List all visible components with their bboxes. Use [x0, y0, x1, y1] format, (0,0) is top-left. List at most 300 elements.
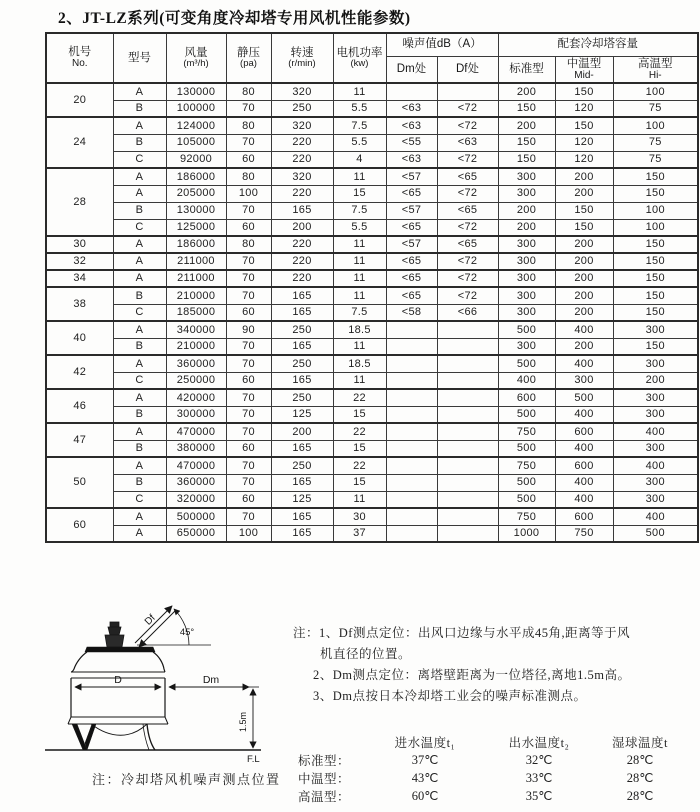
spec-cell	[437, 525, 498, 542]
header-model: 型号	[113, 33, 166, 83]
tower-leg-left	[72, 724, 87, 750]
spec-cell: 165	[271, 474, 333, 491]
spec-cell: 300	[498, 168, 555, 185]
spec-cell: A	[113, 236, 166, 253]
spec-cell: 600	[555, 423, 613, 440]
spec-cell	[386, 355, 437, 372]
spec-table-body	[46, 83, 698, 542]
spec-cell	[386, 457, 437, 474]
spec-cell: 30	[333, 508, 386, 525]
spec-cell: 18.5	[333, 355, 386, 372]
spec-cell: 250	[271, 355, 333, 372]
temp-row-label: 高温型：	[298, 790, 351, 804]
table-row	[46, 270, 698, 287]
spec-cell: C	[113, 219, 166, 236]
tower-skirt-right	[147, 724, 155, 750]
table-row	[46, 168, 698, 185]
spec-cell: 100	[226, 525, 271, 542]
spec-cell: 500	[498, 355, 555, 372]
spec-cell: 7.5	[333, 304, 386, 321]
spec-cell: 70	[226, 457, 271, 474]
spec-cell: A	[113, 508, 166, 525]
spec-cell: 15	[333, 474, 386, 491]
spec-cell: 150	[613, 270, 698, 287]
spec-cell: 165	[271, 440, 333, 457]
spec-cell: 380000	[166, 440, 226, 457]
spec-cell: 150	[555, 117, 613, 134]
spec-cell: 320	[271, 117, 333, 134]
spec-cell: 165	[271, 287, 333, 304]
spec-cell: 400	[555, 321, 613, 338]
spec-cell: <63	[386, 100, 437, 117]
table-row	[46, 338, 698, 355]
header-cap-hi: 高温型 Hi-	[613, 56, 698, 83]
spec-cell: 250	[271, 100, 333, 117]
spec-cell: 300	[555, 372, 613, 389]
spec-cell: 100	[613, 202, 698, 219]
header-speed: 转速 (r/min)	[271, 33, 333, 83]
spec-cell: A	[113, 355, 166, 372]
spec-cell: 150	[613, 287, 698, 304]
spec-cell: 186000	[166, 236, 226, 253]
spec-cell: A	[113, 270, 166, 287]
spec-cell: B	[113, 474, 166, 491]
spec-cell: 300	[498, 304, 555, 321]
spec-cell: B	[113, 440, 166, 457]
spec-cell: 150	[555, 202, 613, 219]
spec-cell: 360000	[166, 474, 226, 491]
table-row	[46, 219, 698, 236]
spec-cell: C	[113, 304, 166, 321]
spec-cell: 400	[555, 355, 613, 372]
spec-cell: B	[113, 287, 166, 304]
header-air-flow: 风量 (m³/h)	[166, 33, 226, 83]
spec-cell: 165	[271, 338, 333, 355]
table-row	[46, 185, 698, 202]
machine-no-cell: 40	[46, 321, 113, 355]
spec-cell	[437, 338, 498, 355]
spec-cell: 750	[555, 525, 613, 542]
spec-cell: 70	[226, 355, 271, 372]
spec-cell: 470000	[166, 457, 226, 474]
spec-cell: B	[113, 134, 166, 151]
spec-cell: 300	[613, 406, 698, 423]
spec-cell: 11	[333, 372, 386, 389]
spec-cell: 37	[333, 525, 386, 542]
spec-cell: 400	[555, 474, 613, 491]
spec-cell: 250	[271, 457, 333, 474]
spec-cell	[437, 457, 498, 474]
spec-cell: 80	[226, 83, 271, 100]
spec-cell: 60	[226, 304, 271, 321]
spec-cell: 750	[498, 508, 555, 525]
spec-cell: 11	[333, 338, 386, 355]
machine-no-cell: 46	[46, 389, 113, 423]
tower-bowl-right	[153, 652, 165, 672]
spec-cell: A	[113, 253, 166, 270]
spec-cell: 150	[555, 83, 613, 100]
spec-cell: 320	[271, 168, 333, 185]
spec-cell: 70	[226, 423, 271, 440]
spec-cell	[386, 423, 437, 440]
header-noise-dm: Dm处	[386, 56, 437, 83]
spec-cell: 150	[613, 304, 698, 321]
spec-cell: 500000	[166, 508, 226, 525]
spec-cell	[386, 440, 437, 457]
spec-cell: A	[113, 168, 166, 185]
spec-cell	[437, 355, 498, 372]
spec-cell: 650000	[166, 525, 226, 542]
spec-cell: 11	[333, 491, 386, 508]
spec-cell: 600	[555, 508, 613, 525]
spec-cell: 11	[333, 168, 386, 185]
spec-cell: 70	[226, 202, 271, 219]
spec-cell: 205000	[166, 185, 226, 202]
spec-cell: 200	[555, 253, 613, 270]
table-row	[46, 202, 698, 219]
basin-curve	[91, 724, 147, 735]
spec-cell: <57	[386, 168, 437, 185]
spec-cell: 150	[613, 338, 698, 355]
spec-cell: 70	[226, 253, 271, 270]
spec-cell: 100	[613, 219, 698, 236]
machine-no-cell: 32	[46, 253, 113, 270]
spec-cell: A	[113, 423, 166, 440]
spec-cell: 125	[271, 491, 333, 508]
spec-cell: 500	[498, 406, 555, 423]
spec-cell: <55	[386, 134, 437, 151]
temperature-table	[296, 733, 688, 805]
spec-cell: 165	[271, 372, 333, 389]
spec-cell: A	[113, 389, 166, 406]
spec-cell: 124000	[166, 117, 226, 134]
motor-cap-shape	[110, 622, 119, 627]
spec-cell: 200	[271, 423, 333, 440]
spec-cell	[437, 83, 498, 100]
spec-cell: 150	[498, 151, 555, 168]
spec-cell: 60	[226, 219, 271, 236]
spec-cell: 400	[498, 372, 555, 389]
spec-cell: <57	[386, 236, 437, 253]
spec-cell: 300	[613, 355, 698, 372]
spec-cell: 75	[613, 151, 698, 168]
spec-cell: 90	[226, 321, 271, 338]
spec-cell: 70	[226, 389, 271, 406]
table-row	[46, 117, 698, 134]
spec-cell: 100000	[166, 100, 226, 117]
temp-row-standard: 标准型： 37℃ 32℃ 28℃	[298, 753, 654, 768]
spec-cell	[386, 525, 437, 542]
table-row	[46, 423, 698, 440]
spec-cell: 250	[271, 389, 333, 406]
note-line-3: 3、Dm点按日本冷却塔工业会的噪声标准测点。	[313, 689, 587, 703]
table-row	[46, 457, 698, 474]
spec-cell	[437, 508, 498, 525]
spec-cell	[437, 474, 498, 491]
spec-cell: <63	[437, 134, 498, 151]
table-row	[46, 151, 698, 168]
spec-cell: <65	[386, 185, 437, 202]
spec-cell: 80	[226, 168, 271, 185]
table-row	[46, 321, 698, 338]
page-title: 2、JT-LZ系列(可变角度冷却塔专用风机性能参数)	[58, 10, 411, 27]
spec-cell: A	[113, 457, 166, 474]
spec-cell: 200	[555, 304, 613, 321]
spec-cell: 340000	[166, 321, 226, 338]
temp-row-label: 中温型：	[298, 772, 351, 786]
spec-cell: 11	[333, 253, 386, 270]
header-noise-df: Df处	[437, 56, 498, 83]
spec-cell: <72	[437, 287, 498, 304]
spec-cell: 200	[555, 338, 613, 355]
temp-header-wetbulb: 湿球温度t	[612, 736, 668, 750]
spec-cell: 200	[271, 219, 333, 236]
machine-no-cell: 30	[46, 236, 113, 253]
spec-cell: 200	[498, 219, 555, 236]
spec-cell: 15	[333, 185, 386, 202]
spec-cell: 500	[498, 321, 555, 338]
spec-cell: 80	[226, 117, 271, 134]
fan-deck-band	[85, 647, 155, 652]
table-row	[46, 236, 698, 253]
spec-cell: 70	[226, 338, 271, 355]
spec-cell: 22	[333, 457, 386, 474]
spec-cell: 165	[271, 304, 333, 321]
spec-cell: B	[113, 406, 166, 423]
table-row	[46, 474, 698, 491]
spec-cell: 750	[498, 457, 555, 474]
spec-cell: 70	[226, 287, 271, 304]
spec-cell: A	[113, 185, 166, 202]
spec-cell: 130000	[166, 83, 226, 100]
spec-cell	[386, 406, 437, 423]
spec-cell: 75	[613, 100, 698, 117]
machine-no-cell: 42	[46, 355, 113, 389]
table-row	[46, 100, 698, 117]
spec-cell: 70	[226, 406, 271, 423]
spec-cell	[386, 83, 437, 100]
spec-cell: <58	[386, 304, 437, 321]
spec-cell: 400	[613, 457, 698, 474]
spec-cell: 500	[613, 525, 698, 542]
machine-no-cell: 20	[46, 83, 113, 117]
spec-cell: 211000	[166, 253, 226, 270]
label-floor-level: F.L	[247, 754, 260, 765]
spec-cell: 18.5	[333, 321, 386, 338]
spec-cell	[437, 491, 498, 508]
spec-cell: 200	[613, 372, 698, 389]
spec-cell: 420000	[166, 389, 226, 406]
spec-cell: 400	[555, 491, 613, 508]
spec-cell: <57	[386, 202, 437, 219]
spec-cell: 470000	[166, 423, 226, 440]
header-static-pressure: 静压 (pa)	[226, 33, 271, 83]
table-row	[46, 491, 698, 508]
table-row	[46, 406, 698, 423]
spec-cell: 150	[555, 219, 613, 236]
spec-cell: 250	[271, 321, 333, 338]
spec-cell: 11	[333, 270, 386, 287]
spec-cell: 60	[226, 372, 271, 389]
temp-header-row	[296, 733, 688, 751]
spec-cell: 250000	[166, 372, 226, 389]
spec-cell: 220	[271, 185, 333, 202]
spec-cell: B	[113, 202, 166, 219]
spec-cell: <72	[437, 253, 498, 270]
spec-cell	[437, 423, 498, 440]
spec-cell: <65	[386, 287, 437, 304]
spec-cell: <72	[437, 100, 498, 117]
spec-cell: 300	[498, 185, 555, 202]
spec-cell	[437, 321, 498, 338]
spec-cell: 300	[498, 338, 555, 355]
spec-cell: 750	[498, 423, 555, 440]
machine-no-cell: 34	[46, 270, 113, 287]
spec-cell: 60	[226, 151, 271, 168]
spec-cell: 7.5	[333, 117, 386, 134]
temp-row-label: 标准型：	[298, 754, 351, 768]
machine-no-cell: 50	[46, 457, 113, 508]
spec-cell: 80	[226, 236, 271, 253]
spec-cell: 400	[613, 508, 698, 525]
spec-cell: 220	[271, 236, 333, 253]
spec-cell: 220	[271, 253, 333, 270]
spec-cell: 300000	[166, 406, 226, 423]
temp-header-outlet: 出水温度t₂	[508, 736, 570, 750]
spec-cell: 92000	[166, 151, 226, 168]
spec-cell: 165	[271, 525, 333, 542]
spec-cell: <63	[386, 117, 437, 134]
header-motor-power: 电机功率 (kw)	[333, 33, 386, 83]
spec-cell: <63	[386, 151, 437, 168]
spec-cell: 22	[333, 423, 386, 440]
tower-bowl-left	[71, 652, 87, 672]
spec-cell: 300	[498, 270, 555, 287]
machine-no-cell: 24	[46, 117, 113, 168]
spec-cell: C	[113, 151, 166, 168]
header-machine-no: 机号 No.	[46, 33, 113, 83]
header-noise: 噪声值dB（A）	[386, 33, 498, 56]
spec-cell: 100	[226, 185, 271, 202]
fan-spec-table	[45, 32, 699, 543]
spec-cell: 150	[498, 100, 555, 117]
machine-no-cell: 28	[46, 168, 113, 236]
spec-cell: <72	[437, 117, 498, 134]
spec-cell: 200	[555, 270, 613, 287]
spec-cell: 220	[271, 151, 333, 168]
spec-cell: 500	[498, 491, 555, 508]
spec-cell: 220	[271, 134, 333, 151]
spec-cell	[386, 491, 437, 508]
spec-cell: 70	[226, 508, 271, 525]
spec-cell: 600	[555, 457, 613, 474]
spec-cell: 120	[555, 134, 613, 151]
spec-cell	[437, 440, 498, 457]
table-row	[46, 372, 698, 389]
spec-cell: 500	[498, 474, 555, 491]
spec-cell: 320	[271, 83, 333, 100]
spec-cell: 200	[498, 202, 555, 219]
spec-cell: 220	[271, 270, 333, 287]
cooling-tower-diagram	[35, 593, 297, 773]
temp-row-mid: 中温型： 43℃ 33℃ 28℃	[298, 771, 654, 786]
spec-cell: A	[113, 525, 166, 542]
header-cap-mid: 中温型 Mid-	[555, 56, 613, 83]
notes-block	[293, 623, 693, 707]
spec-cell: 70	[226, 270, 271, 287]
spec-cell: 130000	[166, 202, 226, 219]
spec-cell: <65	[386, 253, 437, 270]
label-angle: 45°	[179, 627, 195, 638]
spec-cell: <65	[386, 270, 437, 287]
tower-flare	[68, 717, 168, 724]
spec-cell: 185000	[166, 304, 226, 321]
spec-cell: <72	[437, 270, 498, 287]
spec-cell	[437, 389, 498, 406]
spec-cell: A	[113, 83, 166, 100]
spec-cell: 7.5	[333, 202, 386, 219]
spec-cell: 400	[613, 423, 698, 440]
spec-cell: 15	[333, 406, 386, 423]
spec-cell: 11	[333, 236, 386, 253]
spec-cell: 125	[271, 406, 333, 423]
cooling-tower-drawing	[35, 593, 297, 773]
temp-header-inlet: 进水温度t₁	[394, 736, 456, 750]
spec-cell: C	[113, 372, 166, 389]
machine-no-cell: 60	[46, 508, 113, 542]
spec-cell: 150	[613, 168, 698, 185]
spec-cell: 60	[226, 491, 271, 508]
spec-cell: 150	[613, 236, 698, 253]
df-shaft-lower	[139, 610, 176, 647]
machine-no-cell: 38	[46, 287, 113, 321]
tower-leg-left2	[85, 724, 96, 750]
spec-cell: 70	[226, 134, 271, 151]
spec-cell: 120	[555, 151, 613, 168]
spec-cell: B	[113, 338, 166, 355]
spec-cell: 100	[613, 117, 698, 134]
spec-cell: 105000	[166, 134, 226, 151]
spec-cell: 22	[333, 389, 386, 406]
spec-cell: 150	[613, 253, 698, 270]
note-line-2: 2、Dm测点定位：离塔壁距离为一位塔径,离地1.5m高。	[313, 668, 631, 682]
spec-cell: 200	[555, 236, 613, 253]
diagram-caption: 注：冷却塔风机噪声测点位置	[92, 772, 281, 787]
spec-cell: 600	[498, 389, 555, 406]
spec-cell: 4	[333, 151, 386, 168]
table-row	[46, 134, 698, 151]
motor-neck-shape	[108, 627, 121, 635]
spec-cell: 400	[555, 406, 613, 423]
spec-cell: <72	[437, 219, 498, 236]
spec-cell	[386, 508, 437, 525]
spec-cell: 150	[498, 134, 555, 151]
motor-base-shape	[105, 635, 124, 647]
spec-cell	[437, 372, 498, 389]
table-row	[46, 389, 698, 406]
spec-cell: B	[113, 100, 166, 117]
spec-cell: 11	[333, 287, 386, 304]
spec-cell: 70	[226, 100, 271, 117]
table-row	[46, 83, 698, 100]
table-row	[46, 525, 698, 542]
note-line-1b: 机直径的位置。	[320, 647, 412, 661]
spec-cell: 200	[555, 185, 613, 202]
spec-cell: 150	[613, 185, 698, 202]
spec-cell: 75	[613, 134, 698, 151]
label-df: Df	[142, 612, 158, 628]
table-row	[46, 508, 698, 525]
